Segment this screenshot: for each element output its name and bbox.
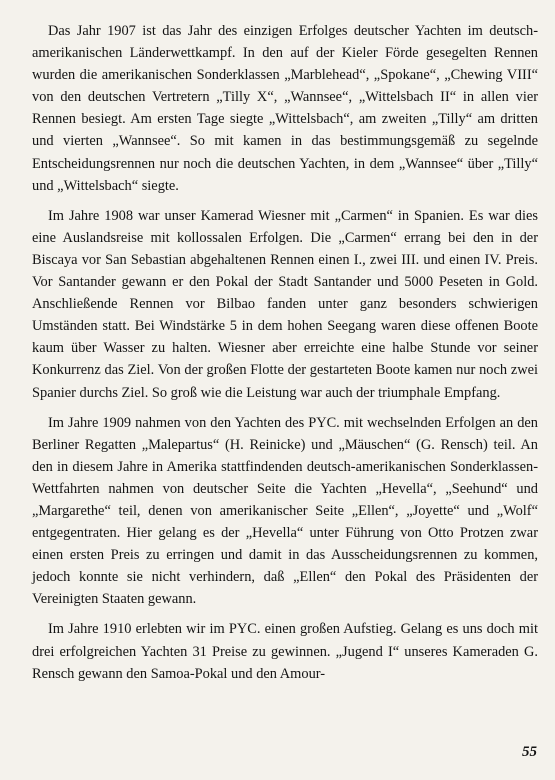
paragraph-1909: Im Jahre 1909 nahmen von den Yachten des PYC. mit wechselnden Erfolgen an den Berliner Regatten „Malepartus“ (H. Reinicke) und „Mäuschen“ (G. Rensch) teil. An den in diesem Jahre in Amerika stattfindenden deutsch-amerikanischen Sonderklassen-Wettfahrten nahmen von deutscher Seite die Yachten „Hevella“, „Seehund“ und „Margarethe“ teil, denen von amerikanischer Seite „Ellen“, „Joyette“ und „Wolf“ entgegentraten. Hier gelang es der „Hevella“ unter Führung von Otto Protzen zwar einen ersten Preis zu erringen und damit in das Ausscheidungsrennen zu kommen, jedoch konnte sie nicht verhindern, daß „Ellen“ den Pokal des Präsidenten der Vereinigten Staaten gewann. (32, 414, 538, 608)
paragraph-1907: Das Jahr 1907 ist das Jahr des einzigen Erfolges deutscher Yachten im deutsch-amerikanischen Länderwettkampf. In den auf der Kieler Förde gesegelten Rennen wurden die amerikanischen Sonderklassen „Marblehead“, „Spokane“, „Chewing VIII“ von den deutschen Vertretern „Tilly X“, „Wannsee“, „Wittelsbach II“ in allen vier Rennen besiegt. Am ersten Tage siegte „Wittelsbach“, am zweiten „Tilly“ am dritten und vierten „Wannsee“. So mit kamen in das bestimmungsgemäß zu segelnde Entscheidungsrennen nur noch die deutschen Yachten, in dem „Wannsee“ über „Tilly“ und „Wittelsbach“ siegte. (32, 23, 538, 194)
paragraph-1908: Im Jahre 1908 war unser Kamerad Wiesner mit „Carmen“ in Spanien. Es war dies eine Auslandsreise mit kollossalen Erfolgen. Die „Carmen“ errang bei den in der Biscaya vor San Sebastian abgehaltenen Rennen einen I., zwei III. und einen IV. Preis. Vor Santander gewann er den Pokal der Stadt Santander und 5000 Peseten in Gold. Anschließende Rennen vor Bilbao fanden unter ganz besonders schwierigen Umständen statt. Bei Windstärke 5 in dem hohen Seegang waren diese offenen Boote kaum über Wasser zu halten. Wiesner aber erreichte eine halbe Stunde vor seiner Konkurrenz das Ziel. Von der großen Flotte der gestarteten Boote kamen nur noch zwei Spanier durchs Ziel. So groß wie die Leistung war auch der triumphale Empfang. (32, 207, 538, 401)
page-text (32, 20, 538, 693)
paragraph-1910: Im Jahre 1910 erlebten wir im PYC. einen großen Aufstieg. Gelang es uns doch mit drei erfolgreichen Yachten 31 Preise zu gewinnen. „Jugend I“ unseres Kameraden G. Rensch gewann den Samoa-Pokal und den Amour- (32, 621, 538, 682)
page-number: 55 (522, 744, 537, 760)
